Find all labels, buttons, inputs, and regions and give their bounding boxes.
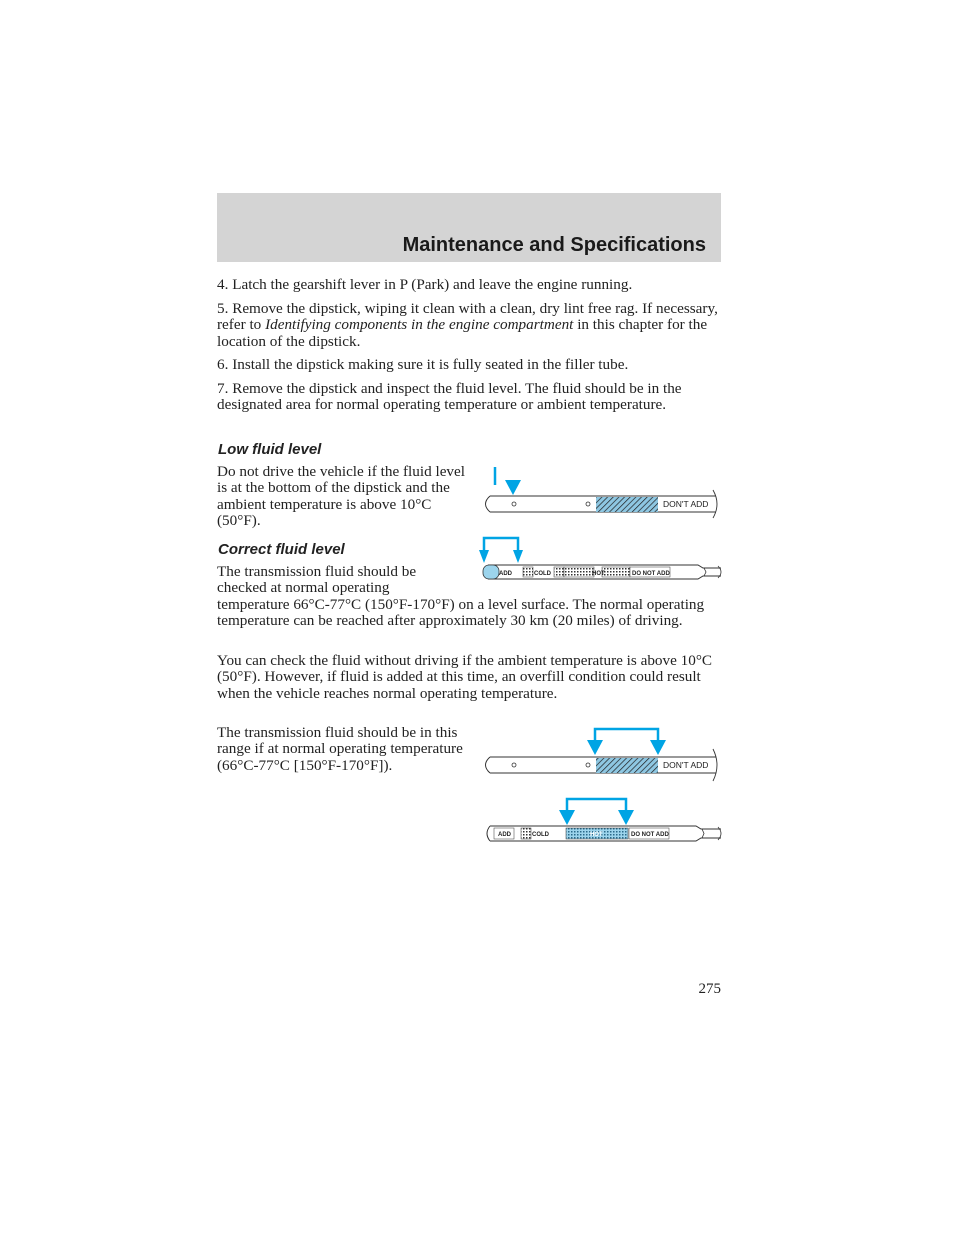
correct-fluid-heading: Correct fluid level <box>218 541 345 558</box>
dipstick-cold-range-figure <box>478 535 728 585</box>
step-5 <box>217 301 723 350</box>
section-header-band <box>217 193 721 262</box>
step-5-reference: Identifying components in the engine compartment <box>265 316 574 334</box>
step-6: 6. Install the dipstick making sure it is fully seated in the filler tube. <box>217 356 629 373</box>
low-fluid-text: Do not drive the vehicle if the fluid level is at the bottom of the dipstick and the ambient temperature is above 10°C (50°F). <box>217 463 465 529</box>
dipstick-low-level-figure <box>478 462 728 522</box>
cold-label: COLD <box>534 571 551 577</box>
hot-label: HOT <box>590 832 603 838</box>
step-5-text-end: in this chapter for the location of the dipstick. <box>217 316 708 350</box>
correct-fluid-text-2: You can check the fluid without driving if the ambient temperature is above 10°C (50°F). However, if fluid is added at this time, an overfill condition could result when the vehicle reaches normal operating temperature. <box>217 652 713 702</box>
do-not-add-label: DO NOT ADD <box>631 832 669 838</box>
dont-add-label: DON'T ADD <box>663 499 709 509</box>
cold-label: COLD <box>532 832 549 838</box>
hot-label: HOT <box>592 571 605 577</box>
correct-fluid-text-1-line-2: checked at normal operating <box>217 579 390 597</box>
dont-add-label: DON'T ADD <box>663 760 709 770</box>
dipstick-scale-hot-figure <box>478 795 728 850</box>
step-7: 7. Remove the dipstick and inspect the fluid level. The fluid should be in the designated area for normal operating temperature or ambient temperature. <box>217 380 682 414</box>
correct-fluid-text-1-line-1: The transmission fluid should be <box>217 563 417 580</box>
correct-fluid-text-1-rest: temperature 66°C-77°C (150°F-170°F) on a level surface. The normal operating temperature can be reached after approximately 30 km (20 miles) of driving. <box>217 595 705 629</box>
add-label: ADD <box>499 571 512 577</box>
dipstick-hot-range-figure <box>478 725 728 785</box>
add-label: ADD <box>498 832 511 838</box>
step-4: 4. Latch the gearshift lever in P (Park) and leave the engine running. <box>217 276 633 293</box>
page-number: 275 <box>698 981 721 997</box>
correct-fluid-text-3: The transmission fluid should be in this range if at normal operating temperature (66°C-77°C [150°F-170°F]). <box>217 724 463 774</box>
section-title: Maintenance and Specifications <box>402 234 706 256</box>
step-5-text-start: 5. Remove the dipstick, wiping it clean with a clean, dry lint free rag. If necessary, refer to <box>217 300 718 334</box>
do-not-add-label: DO NOT ADD <box>632 571 670 577</box>
low-fluid-heading: Low fluid level <box>218 441 322 458</box>
